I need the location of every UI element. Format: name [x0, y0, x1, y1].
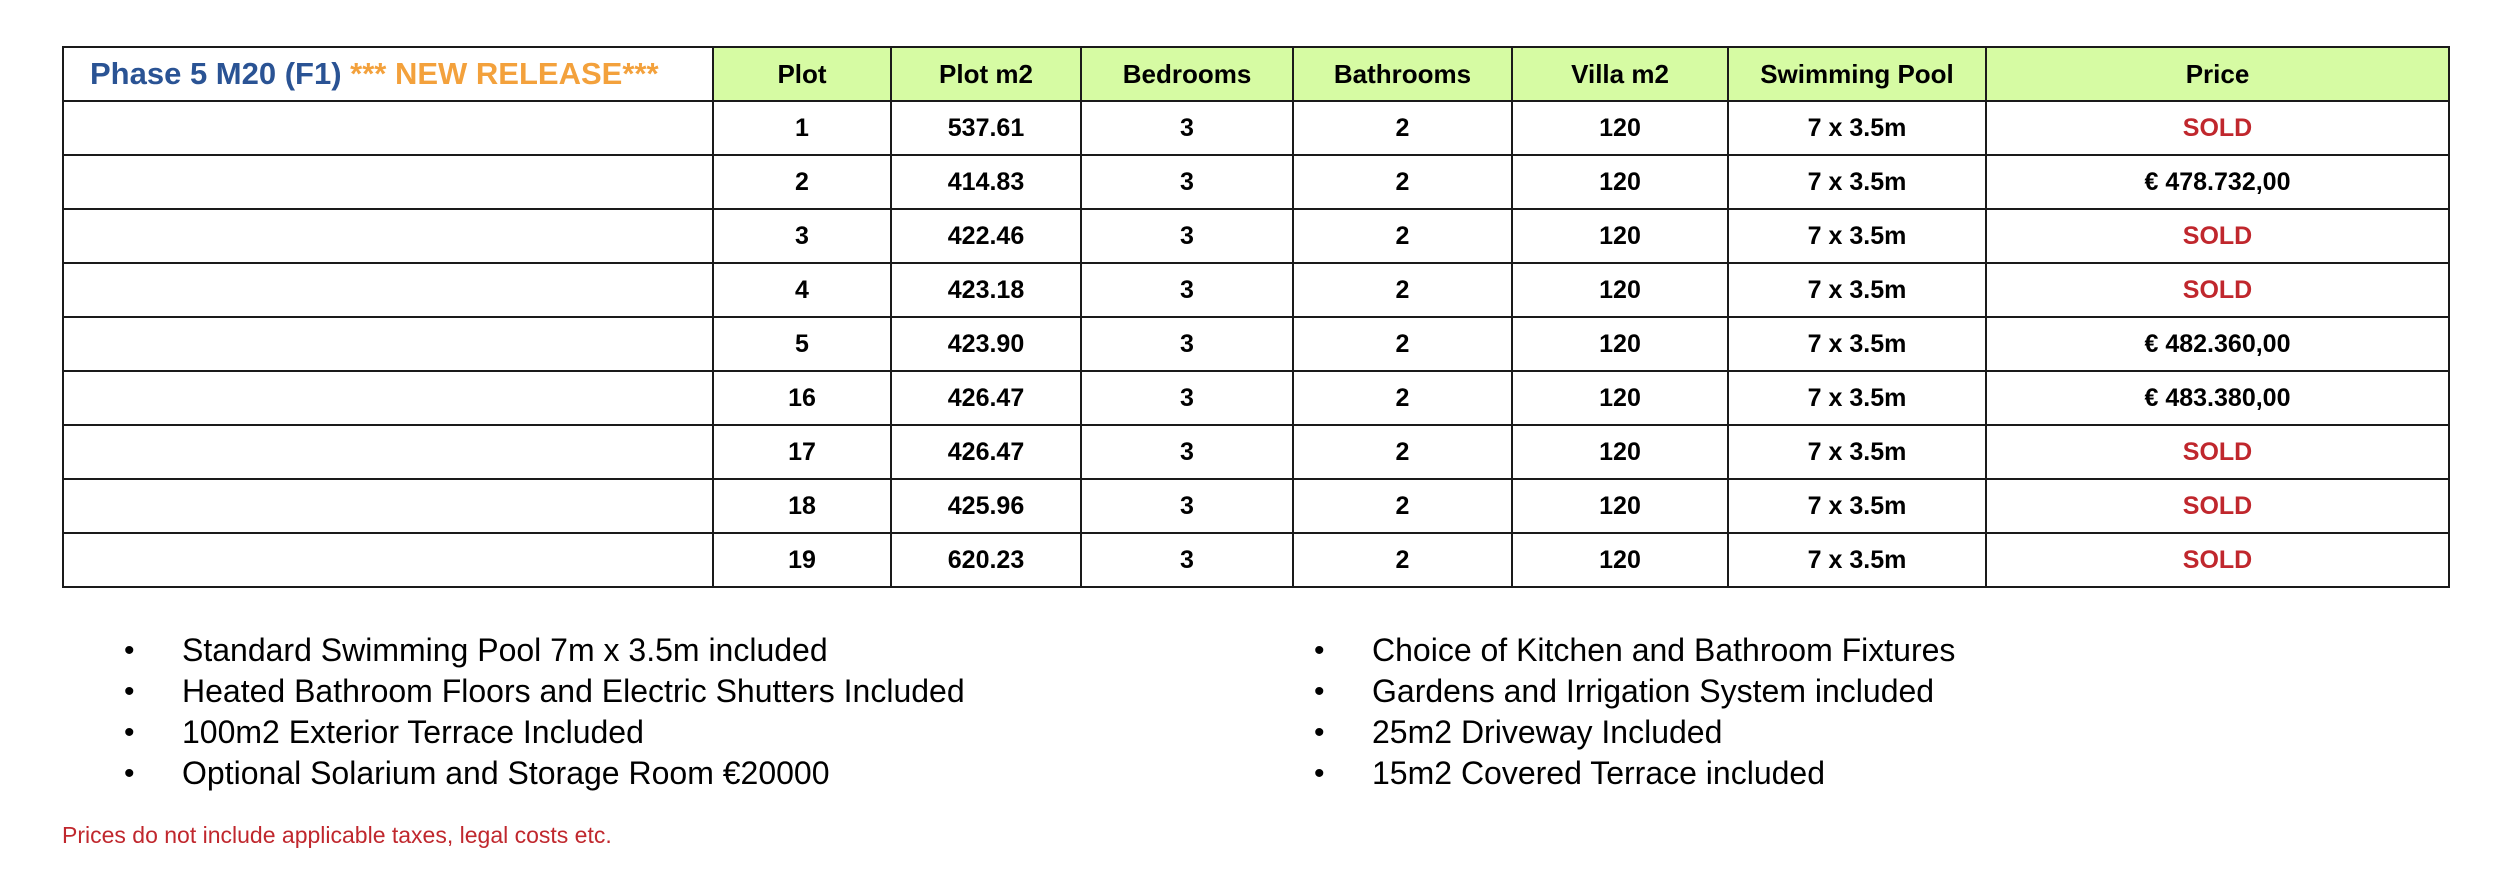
feature-item: [64, 712, 965, 753]
cell-price: SOLD: [1986, 425, 2449, 479]
cell-bathrooms: 2: [1293, 101, 1512, 155]
cell-plot: 18: [713, 479, 891, 533]
feature-item: [64, 753, 965, 794]
feature-text: 15m2 Covered Terrace included: [1372, 755, 1825, 791]
cell-plot-m2: 426.47: [891, 425, 1081, 479]
cell-swimming-pool: 7 x 3.5m: [1728, 533, 1986, 587]
table-row: [63, 101, 2449, 155]
cell-villa-m2: 120: [1512, 371, 1728, 425]
cell-swimming-pool: 7 x 3.5m: [1728, 209, 1986, 263]
cell-plot: 3: [713, 209, 891, 263]
bullet-icon: •: [124, 675, 135, 708]
cell-swimming-pool: 7 x 3.5m: [1728, 425, 1986, 479]
cell-price: SOLD: [1986, 479, 2449, 533]
header-bedrooms: Bedrooms: [1081, 47, 1293, 101]
cell-plot-m2: 423.18: [891, 263, 1081, 317]
cell-plot-m2: 423.90: [891, 317, 1081, 371]
cell-price: SOLD: [1986, 101, 2449, 155]
bullet-icon: •: [124, 634, 135, 667]
cell-swimming-pool: 7 x 3.5m: [1728, 371, 1986, 425]
cell-bathrooms: 2: [1293, 479, 1512, 533]
cell-price: SOLD: [1986, 263, 2449, 317]
feature-text: Heated Bathroom Floors and Electric Shutters Included: [182, 673, 965, 709]
cell-villa-m2: 120: [1512, 479, 1728, 533]
cell-bathrooms: 2: [1293, 155, 1512, 209]
cell-label-blank: [63, 209, 713, 263]
features-list-right: [1254, 630, 1955, 794]
cell-swimming-pool: 7 x 3.5m: [1728, 263, 1986, 317]
table-row: [63, 425, 2449, 479]
cell-plot: 16: [713, 371, 891, 425]
cell-plot: 19: [713, 533, 891, 587]
cell-bathrooms: 2: [1293, 263, 1512, 317]
table-body: [63, 101, 2449, 587]
cell-bedrooms: 3: [1081, 533, 1293, 587]
cell-price: € 478.732,00: [1986, 155, 2449, 209]
bullet-icon: •: [124, 716, 135, 749]
cell-villa-m2: 120: [1512, 155, 1728, 209]
features-list-left: [64, 630, 965, 794]
cell-plot-m2: 426.47: [891, 371, 1081, 425]
feature-text: Optional Solarium and Storage Room €20000: [182, 755, 830, 791]
feature-text: Standard Swimming Pool 7m x 3.5m included: [182, 632, 828, 668]
cell-label-blank: [63, 101, 713, 155]
bullet-icon: •: [1314, 757, 1325, 790]
cell-plot-m2: 537.61: [891, 101, 1081, 155]
cell-label-blank: [63, 155, 713, 209]
cell-label-blank: [63, 317, 713, 371]
cell-bedrooms: 3: [1081, 479, 1293, 533]
header-price: Price: [1986, 47, 2449, 101]
cell-bedrooms: 3: [1081, 425, 1293, 479]
cell-bathrooms: 2: [1293, 209, 1512, 263]
cell-plot: 2: [713, 155, 891, 209]
header-swimming-pool: Swimming Pool: [1728, 47, 1986, 101]
table-header-row: [63, 47, 2449, 101]
table-row: [63, 317, 2449, 371]
cell-villa-m2: 120: [1512, 425, 1728, 479]
cell-bathrooms: 2: [1293, 425, 1512, 479]
feature-item: [64, 630, 965, 671]
header-bathrooms: Bathrooms: [1293, 47, 1512, 101]
cell-plot: 17: [713, 425, 891, 479]
table-row: [63, 479, 2449, 533]
cell-bedrooms: 3: [1081, 317, 1293, 371]
bullet-icon: •: [1314, 675, 1325, 708]
price-table: [62, 46, 2450, 588]
price-disclaimer: Prices do not include applicable taxes, legal costs etc.: [62, 822, 612, 848]
cell-label-blank: [63, 479, 713, 533]
new-release-label: *** NEW RELEASE***: [341, 56, 659, 91]
feature-item: [1254, 753, 1955, 794]
cell-bedrooms: 3: [1081, 155, 1293, 209]
cell-villa-m2: 120: [1512, 209, 1728, 263]
phase-name: Phase 5 M20 (F1): [90, 56, 342, 91]
cell-bedrooms: 3: [1081, 101, 1293, 155]
bullet-icon: •: [1314, 716, 1325, 749]
feature-item: [1254, 712, 1955, 753]
cell-bathrooms: 2: [1293, 317, 1512, 371]
header-plot-m2: Plot m2: [891, 47, 1081, 101]
cell-swimming-pool: 7 x 3.5m: [1728, 155, 1986, 209]
cell-plot: 5: [713, 317, 891, 371]
cell-bathrooms: 2: [1293, 533, 1512, 587]
bullet-icon: •: [1314, 634, 1325, 667]
bullet-icon: •: [124, 757, 135, 790]
table-row: [63, 263, 2449, 317]
cell-bedrooms: 3: [1081, 209, 1293, 263]
feature-item: [1254, 630, 1955, 671]
cell-bedrooms: 3: [1081, 263, 1293, 317]
feature-item: [64, 671, 965, 712]
cell-price: € 482.360,00: [1986, 317, 2449, 371]
table-row: [63, 371, 2449, 425]
header-villa-m2: Villa m2: [1512, 47, 1728, 101]
cell-villa-m2: 120: [1512, 101, 1728, 155]
table-row: [63, 155, 2449, 209]
cell-plot-m2: 620.23: [891, 533, 1081, 587]
feature-text: Gardens and Irrigation System included: [1372, 673, 1935, 709]
cell-price: SOLD: [1986, 533, 2449, 587]
cell-label-blank: [63, 263, 713, 317]
cell-plot: 4: [713, 263, 891, 317]
cell-price: € 483.380,00: [1986, 371, 2449, 425]
cell-price: SOLD: [1986, 209, 2449, 263]
cell-villa-m2: 120: [1512, 533, 1728, 587]
cell-plot-m2: 422.46: [891, 209, 1081, 263]
cell-swimming-pool: 7 x 3.5m: [1728, 479, 1986, 533]
cell-swimming-pool: 7 x 3.5m: [1728, 101, 1986, 155]
header-plot: Plot: [713, 47, 891, 101]
feature-text: 25m2 Driveway Included: [1372, 714, 1723, 750]
cell-bedrooms: 3: [1081, 371, 1293, 425]
cell-swimming-pool: 7 x 3.5m: [1728, 317, 1986, 371]
feature-text: Choice of Kitchen and Bathroom Fixtures: [1372, 632, 1956, 668]
cell-plot-m2: 425.96: [891, 479, 1081, 533]
phase-title: [63, 47, 713, 101]
cell-plot: 1: [713, 101, 891, 155]
cell-label-blank: [63, 371, 713, 425]
table-row: [63, 533, 2449, 587]
feature-text: 100m2 Exterior Terrace Included: [182, 714, 644, 750]
cell-plot-m2: 414.83: [891, 155, 1081, 209]
table-row: [63, 209, 2449, 263]
cell-villa-m2: 120: [1512, 263, 1728, 317]
cell-label-blank: [63, 425, 713, 479]
cell-label-blank: [63, 533, 713, 587]
cell-bathrooms: 2: [1293, 371, 1512, 425]
feature-item: [1254, 671, 1955, 712]
cell-villa-m2: 120: [1512, 317, 1728, 371]
